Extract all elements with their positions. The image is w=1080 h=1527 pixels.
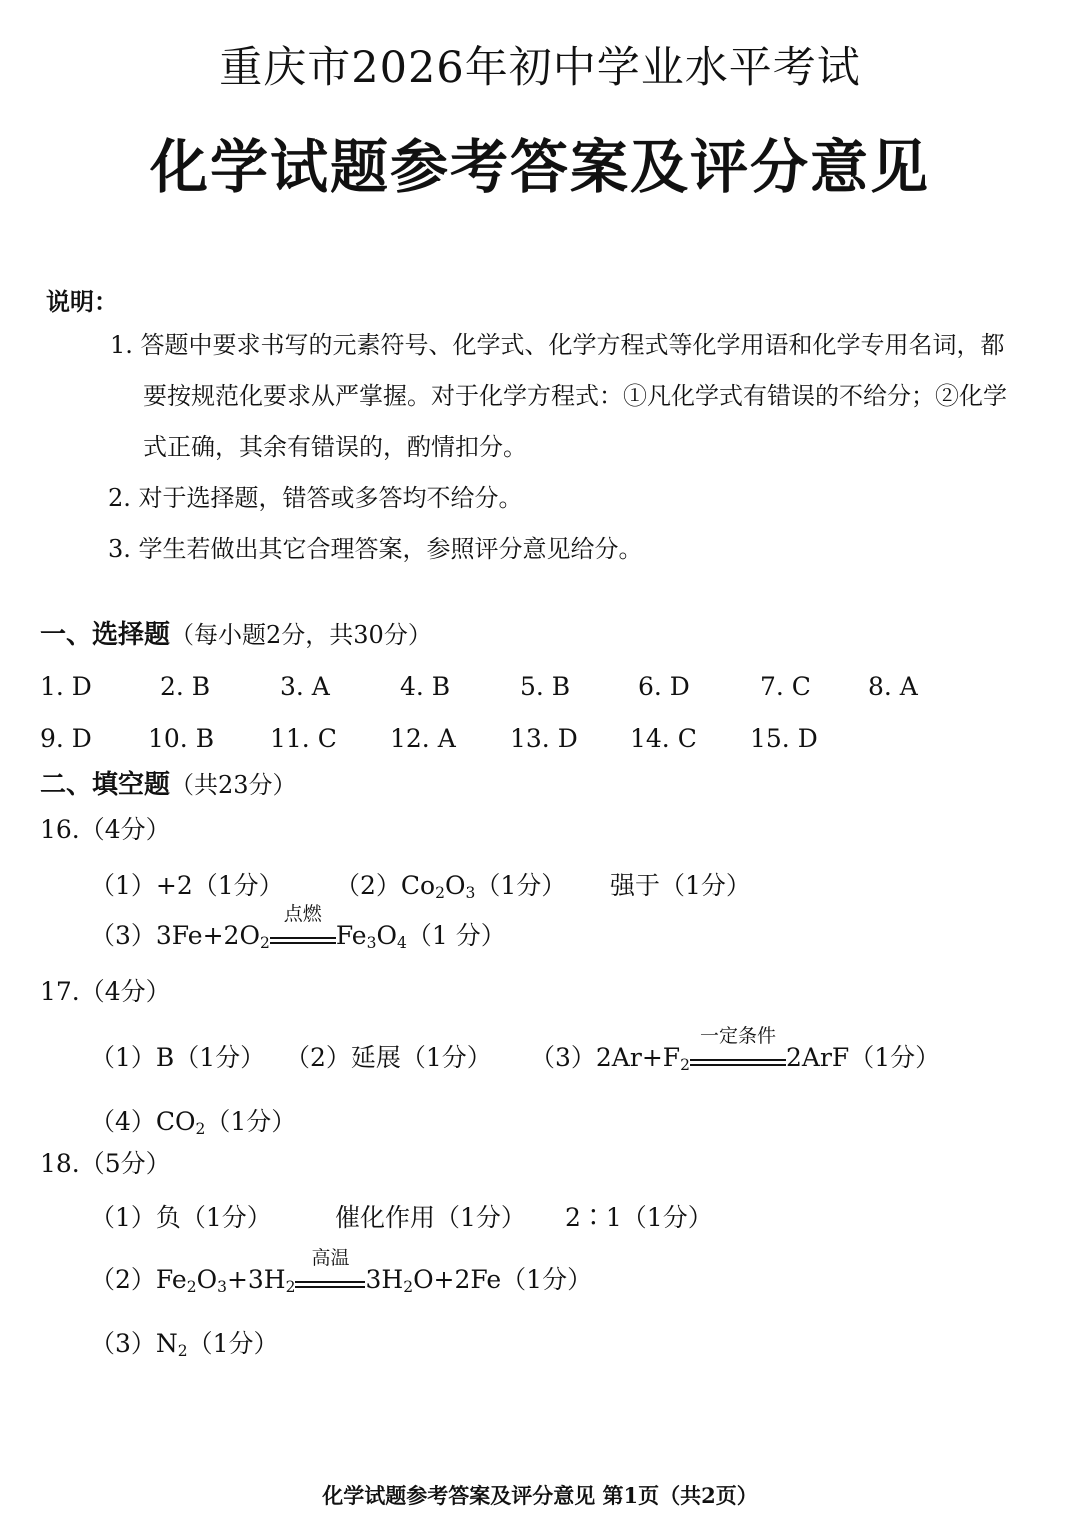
answer-item: 3. A xyxy=(280,672,330,701)
answer-item: 12. A xyxy=(390,724,456,753)
exam-title: 重庆市2026年初中学业水平考试 xyxy=(219,43,861,93)
answer-item: 9. D xyxy=(40,724,92,753)
answer-item: 7. C xyxy=(760,672,811,701)
reaction-condition: 点燃 xyxy=(283,903,322,925)
answer-item: 1. D xyxy=(40,672,92,701)
q18-answer-2: 催化作用（1分） xyxy=(335,1203,526,1232)
answer-item: 5. B xyxy=(520,672,571,701)
q18-answer-1: （1）负（1分） xyxy=(90,1203,272,1232)
q18-answer-5: $(3)N_2(1$分） xyxy=(90,1329,279,1360)
question-18-label: 18.（5分） xyxy=(40,1149,171,1178)
section-2-note: （共23分） xyxy=(170,771,297,799)
q16-answer-2: $(2)Co_2O_3(1$分） xyxy=(335,871,567,902)
reaction-arrow xyxy=(295,1247,365,1294)
answer-item: 14. C xyxy=(630,724,697,753)
q18-answer-3: 2∶1（1分） xyxy=(565,1203,713,1232)
note-1-line-1: 1. 答题中要求书写的元素符号、化学式、化学方程式等化学用语和化学专用名词，都 xyxy=(110,331,1005,359)
section-1-note: （每小题2分，共30分） xyxy=(170,621,432,649)
answer-item: 4. B xyxy=(400,672,451,701)
reaction-condition: 高温 xyxy=(311,1247,350,1269)
section-1-title: 一、选择题 xyxy=(40,620,171,650)
section-1-heading xyxy=(40,614,432,651)
note-1-line-3: 式正确，其余有错误的，酌情扣分。 xyxy=(143,433,527,461)
answer-item: 2. B xyxy=(160,672,211,701)
question-17-label: 17.（4分） xyxy=(40,977,171,1006)
answer-item: 13. D xyxy=(510,724,578,753)
note-3: 3. 学生若做出其它合理答案，参照评分意见给分。 xyxy=(108,535,643,563)
note-2: 2. 对于选择题，错答或多答均不给分。 xyxy=(108,484,523,512)
reaction-condition: 一定条件 xyxy=(699,1025,776,1047)
q16-answer-1: （1）+2（1分） xyxy=(90,871,284,900)
note-1-line-2: 要按规范化要求从严掌握。对于化学方程式：①凡化学式有错误的不给分；②化学 xyxy=(143,382,1007,410)
q18-equation: $(2)Fe_2O_3+3H_2$ 高温 $3H_2O+2Fe(1$分） xyxy=(90,1260,592,1296)
question-16-label: 16.（4分） xyxy=(40,815,171,844)
answer-item: 8. A xyxy=(868,672,918,701)
answer-item: 6. D xyxy=(638,672,690,701)
notes-heading: 说明： xyxy=(46,287,118,316)
reaction-arrow xyxy=(690,1025,786,1072)
q17-equation: $(3)2Ar+F_2$ 一定条件 2ArF（1分） xyxy=(530,1038,940,1074)
q17-answer-4: $(4)CO_2(1$分） xyxy=(90,1107,297,1138)
answer-item: 15. D xyxy=(750,724,818,753)
q16-answer-3: 强于（1分） xyxy=(610,871,751,900)
q17-answer-1: （1）B（1分） xyxy=(90,1043,266,1072)
section-2-heading xyxy=(40,764,297,801)
page-footer: 化学试题参考答案及评分意见 第1页（共2页） xyxy=(322,1483,758,1508)
section-2-title: 二、填空题 xyxy=(40,770,171,800)
document-title: 化学试题参考答案及评分意见 xyxy=(149,133,930,201)
q17-answer-2: （2）延展（1分） xyxy=(285,1043,492,1072)
reaction-arrow xyxy=(270,903,336,950)
answer-item: 10. B xyxy=(148,724,215,753)
q16-equation: $(3)3Fe+2O_2$ 点燃 $Fe_3O_4(1$ 分） xyxy=(90,916,506,952)
answer-item: 11. C xyxy=(270,724,337,753)
